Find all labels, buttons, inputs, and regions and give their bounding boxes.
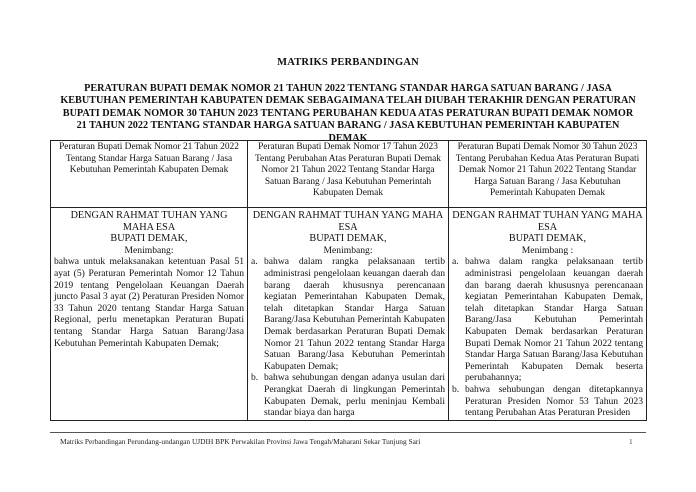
body-cell-col1: [51, 208, 248, 421]
menimbang-label: Menimbang :: [521, 244, 574, 256]
header-cell-regulation-17-2023: Peraturan Bupati Demak Nomor 17 Tahun 2023 Tentang Perubahan Atas Peraturan Bupati Demak Nomor 21 Tahun 2022 Tentang Standar Harga Satuan Barang / Jasa Kebutuhan Pemerintah Kabupaten Demak: [248, 141, 449, 208]
comparison-table: [50, 140, 647, 421]
list-item-text: bahwa dalam rangka pelaksanaan tertib administrasi pengelolaan keuangan daerah dan barang daerah khususnya perencanaan kegiatan Pemerintahan Kabupaten Demak, telah ditetapkan Standar Harga Satuan Barang/Jasa Kebutuhan Pemerintah Kabupaten Demak berdasarkan Peraturan Bupati Demak Nomor 21 Tahun 2022 tentang Standar Harga Satuan Barang/Jasa Kebutuhan Pemerintah Kabupaten Demak;: [264, 256, 445, 372]
table-row: [51, 208, 647, 421]
list-marker: b.: [251, 372, 259, 384]
consideration-list: [452, 256, 643, 418]
consideration-list: [251, 256, 445, 418]
list-item-text: bahwa dalam rangka pelaksanaan tertib administrasi pengelolaan keuangan daerah dan barang daerah khususnya perencanaan kegiatan Pemerintahan Kabupaten Demak, telah ditetapkan Standar Harga Satuan Barang/Jasa Kebutuhan Pemerintah Kabupaten Demak berdasarkan Peraturan Bupati Demak Nomor 21 Tahun 2022 tentang Standar Harga Satuan Barang/Jasa Kebutuhan Pemerintah Kabupaten Demak beserta perubahannya;: [465, 256, 643, 384]
body-cell-col2: [248, 208, 449, 421]
header-cell-regulation-30-2023: Peraturan Bupati Demak Nomor 30 Tahun 2023 Tentang Perubahan Kedua Atas Peraturan Bupati Demak Nomor 21 Tahun 2022 Tentang Standar Harga Satuan Barang / Jasa Kebutuhan Pemerintah Kabupaten Demak: [449, 141, 647, 208]
list-item: [452, 384, 643, 419]
footer-text: Matriks Perbandingan Perundang-undangan UJDIH BPK Perwakilan Provinsi Jawa Tengah/Maharani Sekar Tunjung Sari: [60, 437, 421, 446]
menimbang-label: Menimbang:: [124, 244, 174, 256]
list-item-text: bahwa sehubungan dengan adanya usulan dari Perangkat Daerah di lingkungan Pemerintah Kabupaten Demak, perlu meninjau Kembali standar biaya dan harga: [264, 372, 445, 419]
list-item: [452, 256, 643, 384]
consideration-text: bahwa untuk melaksanakan ketentuan Pasal 51 ayat (5) Peraturan Pemerintah Nomor 12 Tahun 2019 tentang Pengelolaan Keuangan Daerah juncto Pasal 3 ayat (2) Peraturan Presiden Nomor 33 Tahun 2020 tentang Standar Harga Satuan Regional, perlu menetapkan Peraturan Bupati tentang Standar Harga Satuan Barang/Jasa Kebutuhan Pemerintah Kabupaten Demak;: [54, 256, 244, 349]
header-cell-regulation-2022: Peraturan Bupati Demak Nomor 21 Tahun 2022 Tentang Standar Harga Satuan Barang / Jasa Kebutuhan Pemerintah Kabupaten Demak: [51, 141, 248, 208]
table-header-row: [51, 141, 647, 208]
document-title: MATRIKS PERBANDINGAN: [277, 57, 419, 68]
rahmat-heading: DENGAN RAHMAT TUHAN YANG MAHA ESA: [252, 210, 444, 233]
bupati-heading: BUPATI DEMAK,: [309, 233, 387, 245]
bupati-heading: BUPATI DEMAK,: [110, 233, 188, 245]
rahmat-heading: DENGAN RAHMAT TUHAN YANG MAHA ESA: [452, 210, 643, 233]
list-marker: a.: [251, 256, 258, 268]
list-marker: b.: [452, 383, 460, 395]
list-item: [251, 372, 445, 418]
list-item: [251, 256, 445, 372]
list-item-text: bahwa sehubungan dengan ditetapkannya Peraturan Presiden Nomor 53 Tahun 2023 tentang Perubahan Atas Peraturan Presiden: [465, 383, 643, 419]
footer-divider: [50, 432, 646, 433]
menimbang-label: Menimbang:: [323, 244, 373, 256]
body-cell-col3: [449, 208, 647, 421]
page-number: 1: [629, 437, 633, 446]
document-subtitle: PERATURAN BUPATI DEMAK NOMOR 21 TAHUN 2022 TENTANG STANDAR HARGA SATUAN BARANG / JASA KEBUTUHAN PEMERINTAH KABUPATEN DEMAK SEBAGAIMANA TELAH DIUBAH TERAKHIR DENGAN PERATURAN BUPATI DEMAK NOMOR 30 TAHUN 2023 TENTANG PERUBAHAN KEDUA ATAS PERATURAN BUPATI DEMAK NOMOR 21 TAHUN 2022 TENTANG STANDAR HARGA SATUAN BARANG / JASA KEBUTUHAN PEMERINTAH KABUPATEN DEMAK: [60, 83, 636, 144]
list-marker: a.: [452, 256, 459, 268]
bupati-heading: BUPATI DEMAK,: [508, 233, 587, 245]
rahmat-heading: DENGAN RAHMAT TUHAN YANG MAHA ESA: [70, 210, 228, 233]
